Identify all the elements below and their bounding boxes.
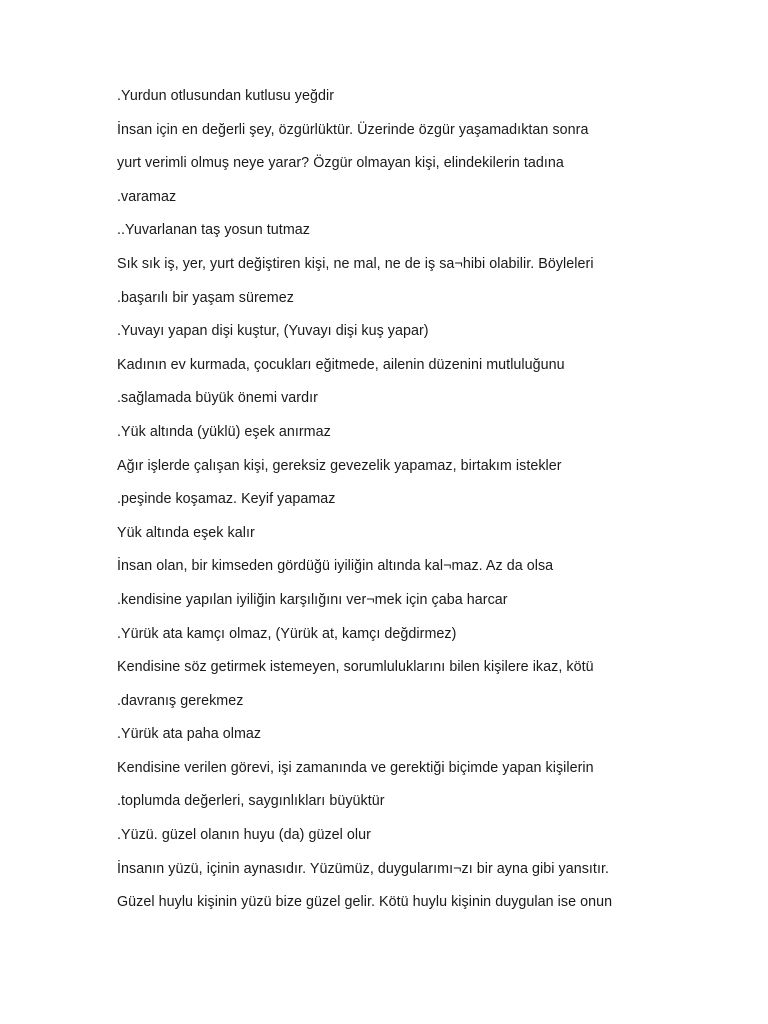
- text-line: Kendisine söz getirmek istemeyen, sorumluluklarını bilen kişilere ikaz, kötü: [117, 659, 594, 676]
- text-line: Kadının ev kurmada, çocukları eğitmede, ailenin düzenini mutluluğunu: [117, 356, 565, 373]
- text-line: Sık sık iş, yer, yurt değiştiren kişi, ne mal, ne de iş sa¬hibi olabilir. Böyleleri: [117, 255, 594, 272]
- text-line: ..Yuvarlanan taş yosun tutmaz: [117, 222, 310, 239]
- text-line: yurt verimli olmuş neye yarar? Özgür olmayan kişi, elindekilerin tadına: [117, 155, 564, 172]
- text-line: .kendisine yapılan iyiliğin karşılığını ver¬mek için çaba harcar: [117, 591, 508, 608]
- text-line: İnsanın yüzü, içinin aynasıdır. Yüzümüz, duygularımı¬zı bir ayna gibi yansıtır.: [117, 860, 610, 877]
- text-line: .Yurdun otlusundan kutlusu yeğdir: [117, 88, 335, 104]
- text-line: .sağlamada büyük önemi vardır: [117, 390, 318, 407]
- text-line: .Yürük ata kamçı olmaz, (Yürük at, kamçı değdirmez): [117, 625, 457, 642]
- document-body: [117, 85, 737, 925]
- text-line: .Yürük ata paha olmaz: [117, 726, 262, 743]
- text-line: .Yüzü. güzel olanın huyu (da) güzel olur: [117, 827, 371, 844]
- text-line: Ağır işlerde çalışan kişi, gereksiz gevezelik yapamaz, birtakım istekler: [117, 457, 562, 474]
- text-line: Yük altında eşek kalır: [117, 524, 255, 541]
- text-line: .Yük altında (yüklü) eşek anırmaz: [117, 423, 331, 440]
- text-line: Güzel huylu kişinin yüzü bize güzel gelir. Kötü huylu kişinin duygulan ise onun: [117, 894, 613, 911]
- text-line: İnsan için en değerli şey, özgürlüktür. Üzerinde özgür yaşamadıktan sonra: [117, 121, 589, 138]
- text-line: İnsan olan, bir kimseden gördüğü iyiliğin altında kal¬maz. Az da olsa: [117, 558, 554, 575]
- text-line: .başarılı bir yaşam süremez: [117, 289, 294, 306]
- text-line: Kendisine verilen görevi, işi zamanında ve gerektiği biçimde yapan kişilerin: [117, 759, 594, 776]
- text-line: .toplumda değerleri, saygınlıkları büyüktür: [117, 793, 385, 810]
- text-line: .varamaz: [117, 188, 177, 205]
- text-line: .davranış gerekmez: [117, 692, 244, 709]
- text-line: .Yuvayı yapan dişi kuştur, (Yuvayı dişi kuş yapar): [117, 323, 429, 340]
- text-line: .peşinde koşamaz. Keyif yapamaz: [117, 491, 336, 508]
